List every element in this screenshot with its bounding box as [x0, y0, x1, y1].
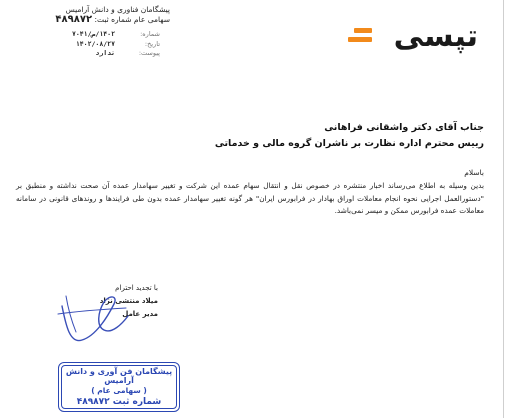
logo-bars-icon	[348, 28, 378, 52]
tapsi-logo	[354, 20, 478, 60]
meta-row-date	[20, 40, 160, 50]
greeting: باسلام	[464, 168, 484, 177]
closing-regards: با تجدید احترام	[115, 284, 158, 292]
recipient-name: جناب آقای دکتر واشقانی فراهانی	[324, 122, 484, 133]
signature-icon	[52, 286, 132, 348]
stamp-inner-border	[61, 365, 177, 409]
signer-title: مدیر عامل	[122, 310, 158, 318]
meta-label: شماره:	[140, 30, 160, 38]
meta-value: ۱۴۰۲/ص/۷۰۴۱	[71, 30, 115, 38]
letter-body: بدین وسیله به اطلاع می‌رساند اخبار منتشره در خصوص نقل و انتقال سهام عمده این شرکت و تغییر سهامدار عمده آن صحت نداشته و منطبق بر "دستورالعمل اجرایی نحوه انجام معاملات اوراق بهادار در فرابورس ایران" هر گونه تغییر سهامدار عمده بدون طی فرایندها و روندهای قانونی در سامانه معاملات عمده فرابورس ممکن و میسر نمی‌باشد.	[16, 181, 484, 215]
logo-text: تپسی	[393, 19, 478, 54]
page-edge	[503, 0, 504, 418]
company-stamp	[58, 362, 180, 412]
meta-label: تاریخ:	[144, 39, 160, 48]
company-reg-number: ۴۸۹۸۷۲	[55, 14, 93, 25]
recipient-block	[44, 120, 484, 152]
meta-value: ۱۴۰۲/۰۸/۲۷	[75, 39, 115, 48]
meta-row-attachment	[20, 49, 160, 59]
stamp-reg: شماره ثبت ۴۸۹۸۷۲	[76, 397, 162, 407]
company-header	[30, 5, 170, 25]
company-reg-label: سهامی عام شماره ثبت:	[94, 15, 170, 24]
recipient-title: رییس محترم اداره نظارت بر ناشران گروه مالی و خدماتی	[214, 138, 484, 149]
letter-meta	[20, 30, 160, 59]
stamp-company: پیشگامان فن آوری و دانش آرامیس	[65, 367, 173, 385]
company-registration	[30, 15, 170, 25]
meta-label: پیوست:	[138, 49, 160, 57]
meta-row-number	[20, 30, 160, 40]
signer-name: میلاد منتشی نژاد	[99, 297, 158, 305]
stamp-type: ( سهامی عام )	[91, 386, 147, 395]
meta-value: ندارد	[95, 49, 115, 57]
company-name: پیشگامان فناوری و دانش آرامیس	[65, 5, 170, 14]
